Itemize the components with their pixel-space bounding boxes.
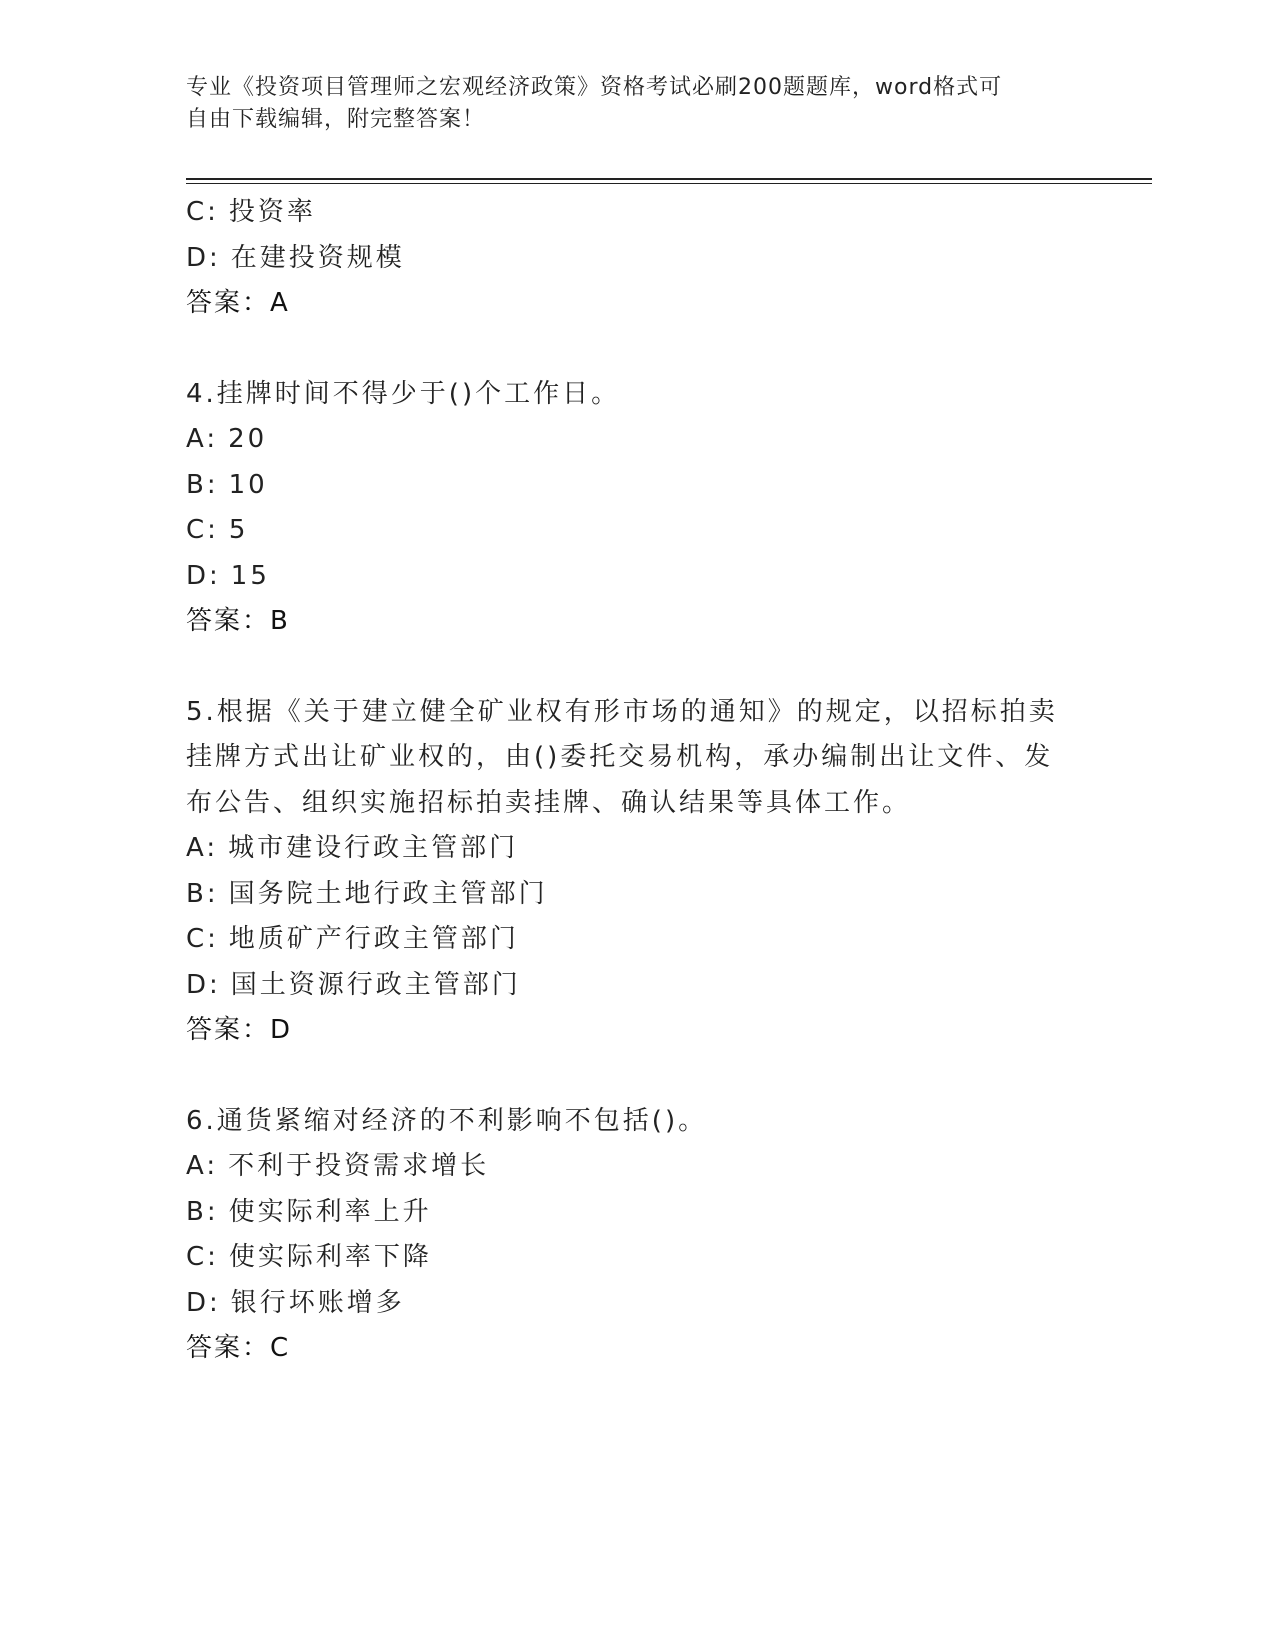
option-a [186,1144,1066,1190]
answer-value: A [270,288,290,318]
option-d [186,1281,1066,1327]
option-text: 国务院土地行政主管部门 [228,878,548,909]
question-text: 6.通货紧缩对经济的不利影响不包括()。 [186,1105,708,1136]
option-c [186,190,1066,236]
option-b [186,1190,1066,1236]
question-text-line: 布公告、组织实施招标拍卖挂牌、确认结果等具体工作。 [186,787,912,818]
option-label: D: [186,1287,221,1318]
header-line-2: 自由下载编辑，附完整答案！ [186,107,486,132]
option-label: A: [186,1151,219,1181]
option-c [186,508,1066,554]
option-text: 地质矿产行政主管部门 [228,924,519,954]
option-label: B: [186,878,219,909]
option-text: 10 [228,469,268,500]
spacer [186,645,1066,690]
option-text: 15 [230,560,270,591]
option-label: C: [186,515,219,545]
option-text: 投资率 [228,197,316,227]
option-label: A: [186,424,219,454]
question-block-5 [186,690,1066,1054]
answer-line [186,281,1066,327]
option-label: B: [186,1196,219,1227]
option-text: 使实际利率上升 [228,1196,432,1227]
option-label: D: [186,560,221,591]
option-text: 5 [228,515,249,545]
answer-label: 答案： [186,1015,271,1045]
answer-value: B [270,606,290,636]
option-label: D: [186,242,221,273]
answer-label: 答案： [186,1333,271,1363]
question-text: 4.挂牌时间不得少于()个工作日。 [186,378,621,409]
option-a [186,826,1066,872]
option-d [186,236,1066,282]
option-c [186,917,1066,963]
option-text: 银行坏账增多 [230,1287,405,1318]
answer-line [186,599,1066,645]
answer-label: 答案： [186,606,271,636]
option-text: 不利于投资需求增长 [228,1151,490,1181]
question-block-4 [186,372,1066,645]
answer-value: D [270,1015,293,1045]
option-d [186,554,1066,600]
option-label: B: [186,469,219,500]
option-text: 20 [228,424,268,454]
spacer [186,327,1066,372]
spacer [186,1054,1066,1099]
option-label: D: [186,969,221,1000]
option-c [186,1235,1066,1281]
question-text-line: 挂牌方式出让矿业权的，由()委托交易机构，承办编制出让文件、发 [186,742,1054,772]
header-divider-thin [186,183,1152,184]
question-list [186,190,1066,1372]
answer-line [186,1008,1066,1054]
option-label: C: [186,1242,219,1272]
option-b [186,872,1066,918]
option-text: 在建投资规模 [230,242,405,273]
option-text: 国土资源行政主管部门 [230,969,521,1000]
header-divider-thick [186,178,1152,180]
option-label: A: [186,833,219,863]
option-label: C: [186,924,219,954]
answer-label: 答案： [186,288,271,318]
question-text [186,690,1066,827]
question-block-3-continued [186,190,1066,327]
answer-line [186,1326,1066,1372]
document-header [186,72,1086,136]
option-d [186,963,1066,1009]
option-text: 使实际利率下降 [228,1242,432,1272]
question-text-line: 5.根据《关于建立健全矿业权有形市场的通知》的规定，以招标拍卖 [186,696,1058,727]
option-a [186,417,1066,463]
option-label: C: [186,197,219,227]
header-line-1: 专业《投资项目管理师之宏观经济政策》资格考试必刷200题题库，word格式可 [186,75,1003,100]
option-text: 城市建设行政主管部门 [228,833,519,863]
option-b [186,463,1066,509]
question-block-6 [186,1099,1066,1372]
answer-value: C [270,1333,291,1363]
